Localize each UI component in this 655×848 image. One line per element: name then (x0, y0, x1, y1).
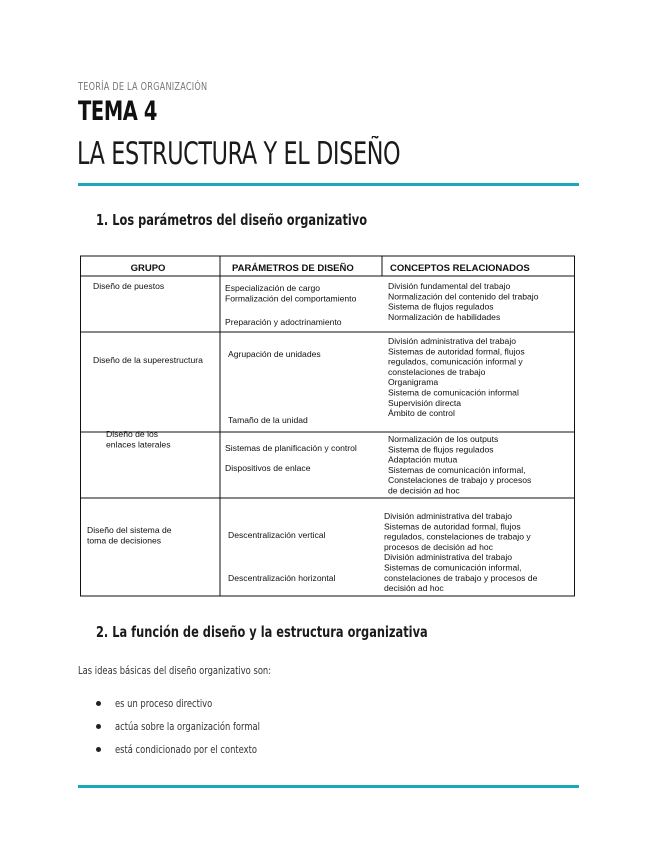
table-cell-concept: Sistemas de comunicación informal, (388, 464, 526, 475)
section2-heading: 2. La función de diseño y la estructura organizativa (96, 623, 428, 641)
table-cell-concept: División administrativa del trabajo (384, 552, 513, 563)
table-cell-param: Agrupación de unidades (228, 349, 321, 359)
top-divider (78, 183, 579, 186)
table-cell-concept: División administrativa del trabajo (388, 336, 517, 346)
section1-heading: 1. Los parámetros del diseño organizativo (96, 211, 368, 229)
table-cell-concept: Sistemas de autoridad formal, flujos (384, 521, 521, 532)
list-item-text: está condicionado por el contexto (115, 743, 258, 756)
table-cell-concept: Sistema de comunicación informal (388, 387, 519, 398)
table-cell-concept: de decisión ad hoc (388, 485, 460, 496)
table-cell-concept: Sistema de flujos regulados (388, 301, 494, 312)
table-cell-concept: Supervisión directa (388, 397, 462, 408)
table-cell-concept: Normalización del contenido del trabajo (388, 291, 539, 302)
kicker: TEORÍA DE LA ORGANIZACIÓN (78, 80, 208, 93)
table-cell-concept: Ámbito de control (388, 408, 455, 419)
table-cell-concept: Sistemas de autoridad formal, flujos (388, 346, 525, 357)
bullet-dot (96, 747, 101, 752)
table-cell-group: toma de decisiones (87, 535, 162, 546)
page-title: LA ESTRUCTURA Y EL DISEÑO (77, 136, 401, 172)
table-cell-param: Dispositivos de enlace (225, 463, 311, 473)
tema-title: TEMA 4 (78, 96, 158, 127)
table-cell-concept: Sistemas de comunicación informal, (384, 562, 522, 573)
table-cell-concept: Constelaciones de trabajo y procesos (388, 475, 532, 486)
table-cell-group: Diseño de puestos (93, 281, 165, 291)
design-parameters-table (80, 255, 576, 597)
table-cell-group: Diseño del sistema de (87, 525, 172, 535)
table-cell-concept: regulados, comunicación informal y (388, 356, 523, 367)
table-cell-param: Formalización del comportamiento (225, 293, 357, 304)
table-cell-group: enlaces laterales (106, 439, 171, 450)
table-cell-group: Diseño de los (106, 429, 159, 439)
table-cell-param: Descentralización vertical (228, 530, 326, 540)
table-cell-concept: regulados, constelaciones de trabajo y (384, 531, 531, 542)
bullet-dot (96, 724, 101, 729)
table-cell-concept: División fundamental del trabajo (388, 281, 511, 291)
list-item (96, 697, 243, 710)
list-item (96, 743, 302, 756)
table-cell-concept: constelaciones de trabajo (388, 366, 486, 377)
table-header: GRUPO (130, 263, 166, 274)
table-cell-concept: Organigrama (388, 377, 439, 388)
table-cell-param: Tamaño de la unidad (228, 415, 308, 425)
list-item (96, 720, 306, 733)
table-header: CONCEPTOS RELACIONADOS (390, 263, 530, 274)
table-cell-concept: Normalización de los outputs (388, 434, 499, 444)
table-cell-concept: Adaptación mutua (388, 454, 458, 465)
table-cell-param: Descentralización horizontal (228, 573, 336, 583)
table-cell-concept: constelaciones de trabajo y procesos de (384, 572, 538, 583)
table-cell-param: Sistemas de planificación y control (225, 443, 357, 453)
intro-text: Las ideas básicas del diseño organizativo son: (78, 664, 272, 677)
table-cell-param: Preparación y adoctrinamiento (225, 317, 342, 327)
table-cell-concept: Normalización de habilidades (388, 311, 501, 322)
table-cell-concept: decisión ad hoc (384, 583, 444, 594)
bullet-dot (96, 701, 101, 706)
table-header: PARÁMETROS DE DISEÑO (232, 263, 354, 274)
bottom-divider (78, 785, 579, 788)
list-item-text: es un proceso directivo (115, 697, 213, 710)
table-cell-concept: Sistema de flujos regulados (388, 444, 494, 455)
table-cell-concept: División administrativa del trabajo (384, 511, 513, 521)
table-cell-param: Especialización de cargo (225, 283, 321, 293)
table-cell-concept: procesos de decisión ad hoc (384, 541, 493, 552)
list-item-text: actúa sobre la organización formal (115, 720, 260, 733)
table-cell-group: Diseño de la superestructura (93, 355, 203, 365)
